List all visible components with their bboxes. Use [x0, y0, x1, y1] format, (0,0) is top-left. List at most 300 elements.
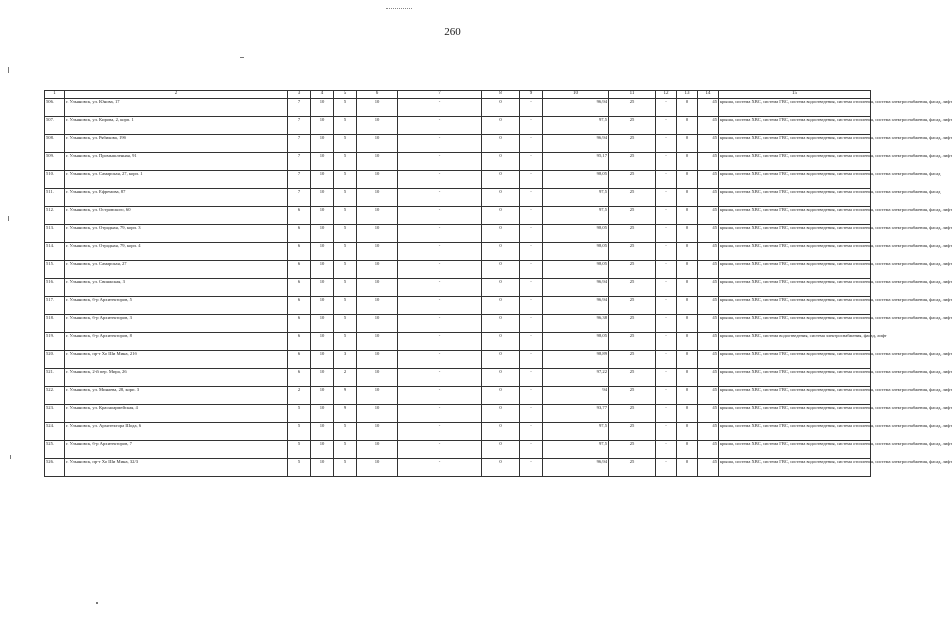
table-cell-col-13: 0: [677, 99, 698, 117]
table-cell-col-14: 45: [698, 459, 719, 477]
table-cell-col-12: -: [656, 153, 677, 171]
table-cell-col-6: 10: [357, 405, 398, 423]
table-row: [45, 225, 871, 243]
table-cell-col-11: 25: [609, 387, 656, 405]
table-cell-col-15: крыша, система ХВС, система водоотведения, система электроснабжения, фасад, лифт: [719, 333, 871, 351]
table-cell-col-14: 45: [698, 117, 719, 135]
table-cell-col-9: -: [520, 225, 543, 243]
table-cell-col-7: -: [398, 279, 482, 297]
table-cell-col-8: 0: [482, 243, 520, 261]
table-cell-col-11: 25: [609, 333, 656, 351]
table-cell-col-2: г. Ульяновск, ул. Отрадная, 79, корп. 3: [65, 225, 288, 243]
table-cell-col-14: 45: [698, 315, 719, 333]
table-cell-col-8: 0: [482, 315, 520, 333]
table-cell-col-1: 525.: [45, 441, 65, 459]
table-cell-col-8: 0: [482, 171, 520, 189]
table-cell-col-2: г. Ульяновск, ул. Отрадная, 79, корп. 4: [65, 243, 288, 261]
table-cell-col-6: 10: [357, 117, 398, 135]
table-cell-col-7: -: [398, 153, 482, 171]
table-cell-col-8: 0: [482, 153, 520, 171]
table-cell-col-4: 10: [311, 387, 334, 405]
table-cell-col-2: г. Ульяновск, б-р Архитекторов, 3: [65, 315, 288, 333]
scan-mark: [96, 602, 98, 604]
table-cell-col-14: 45: [698, 423, 719, 441]
table-cell-col-1: 526.: [45, 459, 65, 477]
table-cell-col-3: 6: [288, 261, 311, 279]
table-cell-col-3: 6: [288, 351, 311, 369]
table-cell-col-2: г. Ульяновск, ул. Самарская, 27, корп. 1: [65, 171, 288, 189]
table-cell-col-5: 5: [334, 99, 357, 117]
table-cell-col-3: 6: [288, 315, 311, 333]
table-cell-col-13: 0: [677, 135, 698, 153]
table-cell-col-4: 10: [311, 315, 334, 333]
table-cell-col-6: 10: [357, 243, 398, 261]
table-row: [45, 243, 871, 261]
table-cell-col-12: -: [656, 117, 677, 135]
table-cell-col-7: -: [398, 333, 482, 351]
table-cell-col-5: 5: [334, 189, 357, 207]
column-number-row: [45, 91, 871, 99]
table-cell-col-6: 10: [357, 153, 398, 171]
table-row: [45, 261, 871, 279]
table-cell-col-6: 10: [357, 135, 398, 153]
table-cell-col-10: 97,5: [543, 207, 609, 225]
table-cell-col-10: 97,5: [543, 117, 609, 135]
table-cell-col-10: 97,5: [543, 189, 609, 207]
table-cell-col-5: 9: [334, 387, 357, 405]
table-cell-col-13: 0: [677, 405, 698, 423]
table-cell-col-9: -: [520, 441, 543, 459]
table-cell-col-12: -: [656, 405, 677, 423]
table-cell-col-7: -: [398, 207, 482, 225]
table-cell-col-14: 45: [698, 369, 719, 387]
table-cell-col-13: 0: [677, 243, 698, 261]
table-cell-col-2: г. Ульяновск, ул. Ефремова, 87: [65, 189, 288, 207]
table-cell-col-4: 10: [311, 261, 334, 279]
table-cell-col-7: -: [398, 225, 482, 243]
table-cell-col-12: -: [656, 189, 677, 207]
table-cell-col-9: -: [520, 189, 543, 207]
column-header-3: 3: [288, 91, 311, 99]
table-cell-col-9: -: [520, 261, 543, 279]
table-row: [45, 279, 871, 297]
table-cell-col-8: 0: [482, 279, 520, 297]
scan-mark: [10, 455, 11, 459]
column-header-2: 2: [65, 91, 288, 99]
table-cell-col-11: 25: [609, 153, 656, 171]
table-cell-col-8: 0: [482, 441, 520, 459]
table-cell-col-7: -: [398, 99, 482, 117]
table-cell-col-7: -: [398, 369, 482, 387]
column-header-9: 9: [520, 91, 543, 99]
table-cell-col-13: 0: [677, 225, 698, 243]
table-cell-col-15: крыша, система ХВС, система ГВС, система водоотведения, система отопления, система электроснабжения, фасад, лифт: [719, 405, 871, 423]
table-cell-col-9: -: [520, 207, 543, 225]
table-row: [45, 297, 871, 315]
table-cell-col-2: г. Ульяновск, б-р Архитекторов, 8: [65, 333, 288, 351]
table-cell-col-6: 10: [357, 459, 398, 477]
table-cell-col-4: 10: [311, 279, 334, 297]
table-cell-col-8: 0: [482, 459, 520, 477]
table-cell-col-9: -: [520, 297, 543, 315]
table-cell-col-4: 10: [311, 153, 334, 171]
table-cell-col-12: -: [656, 225, 677, 243]
table-cell-col-5: 5: [334, 279, 357, 297]
table-cell-col-15: крыша, система ХВС, система ГВС, система водоотведения, система отопления, система электроснабжения, фасад, лифт: [719, 279, 871, 297]
table-cell-col-4: 10: [311, 207, 334, 225]
table-cell-col-8: 0: [482, 189, 520, 207]
table-cell-col-9: -: [520, 315, 543, 333]
table-cell-col-7: -: [398, 171, 482, 189]
table-cell-col-8: 0: [482, 99, 520, 117]
table-cell-col-14: 45: [698, 189, 719, 207]
table-cell-col-7: -: [398, 387, 482, 405]
page-number: 260: [444, 26, 461, 38]
table-cell-col-10: 93,77: [543, 405, 609, 423]
table-cell-col-12: -: [656, 369, 677, 387]
table-cell-col-2: г. Ульяновск, ул. Архитектора Шода, 6: [65, 423, 288, 441]
table-cell-col-13: 0: [677, 117, 698, 135]
table-cell-col-12: -: [656, 99, 677, 117]
table-cell-col-1: 524.: [45, 423, 65, 441]
table-cell-col-12: -: [656, 333, 677, 351]
table-cell-col-1: 506.: [45, 99, 65, 117]
table-cell-col-3: 6: [288, 297, 311, 315]
table-cell-col-2: г. Ульяновск, ул. Юнова, 17: [65, 99, 288, 117]
table-cell-col-11: 25: [609, 225, 656, 243]
table-cell-col-2: г. Ульяновск, 2-й пер. Мира, 26: [65, 369, 288, 387]
table-row: [45, 369, 871, 387]
table-cell-col-10: 96,94: [543, 279, 609, 297]
table-cell-col-9: -: [520, 243, 543, 261]
table-cell-col-4: 10: [311, 171, 334, 189]
table-cell-col-6: 10: [357, 297, 398, 315]
table-cell-col-9: -: [520, 405, 543, 423]
table-cell-col-5: 2: [334, 369, 357, 387]
table-cell-col-8: 0: [482, 387, 520, 405]
scan-mark: [8, 67, 9, 73]
table-row: [45, 189, 871, 207]
table-cell-col-3: 6: [288, 279, 311, 297]
table-cell-col-10: 97,5: [543, 423, 609, 441]
table-cell-col-9: -: [520, 279, 543, 297]
table-cell-col-7: -: [398, 441, 482, 459]
table-cell-col-13: 0: [677, 441, 698, 459]
table-cell-col-8: 0: [482, 261, 520, 279]
table-cell-col-12: -: [656, 207, 677, 225]
table-cell-col-9: -: [520, 459, 543, 477]
table-cell-col-3: 6: [288, 369, 311, 387]
table-cell-col-14: 45: [698, 243, 719, 261]
table-cell-col-4: 10: [311, 405, 334, 423]
table-cell-col-1: 518.: [45, 315, 65, 333]
table-cell-col-1: 517.: [45, 297, 65, 315]
table-cell-col-10: 97,5: [543, 441, 609, 459]
table-cell-col-11: 25: [609, 459, 656, 477]
table-cell-col-12: -: [656, 297, 677, 315]
table-cell-col-3: 7: [288, 189, 311, 207]
table-cell-col-2: г. Ульяновск, ул. Красноармейская, 4: [65, 405, 288, 423]
table-cell-col-9: -: [520, 423, 543, 441]
table-cell-col-4: 10: [311, 135, 334, 153]
table-cell-col-13: 0: [677, 333, 698, 351]
table-cell-col-11: 25: [609, 99, 656, 117]
table-cell-col-6: 10: [357, 441, 398, 459]
table-cell-col-7: -: [398, 297, 482, 315]
table-cell-col-8: 0: [482, 369, 520, 387]
table-cell-col-14: 45: [698, 135, 719, 153]
top-dotted-rule: [386, 8, 412, 9]
table-cell-col-10: 98,05: [543, 261, 609, 279]
table-cell-col-4: 10: [311, 441, 334, 459]
table-row: [45, 423, 871, 441]
table-cell-col-15: крыша, система ХВС, система ГВС, система водоотведения, система отопления, система электроснабжения, фасад, лифт: [719, 369, 871, 387]
table-cell-col-5: 5: [334, 315, 357, 333]
table-cell-col-10: 96,94: [543, 99, 609, 117]
table-cell-col-15: крыша, система ХВС, система ГВС, система водоотведения, система отопления, система электроснабжения, фасад, лифт: [719, 99, 871, 117]
table-cell-col-3: 7: [288, 153, 311, 171]
table-cell-col-12: -: [656, 261, 677, 279]
table-row: [45, 387, 871, 405]
table-row: [45, 135, 871, 153]
table-cell-col-15: крыша, система ХВС, система ГВС, система водоотведения, система отопления, система электроснабжения, фасад, лифт: [719, 351, 871, 369]
table-cell-col-13: 0: [677, 369, 698, 387]
table-cell-col-10: 98,05: [543, 243, 609, 261]
table-cell-col-13: 0: [677, 315, 698, 333]
table-cell-col-4: 10: [311, 99, 334, 117]
table-cell-col-9: -: [520, 171, 543, 189]
table-cell-col-6: 10: [357, 423, 398, 441]
table-cell-col-15: крыша, система ХВС, система ГВС, система водоотведения, система отопления, система электроснабжения, фасад, лифт: [719, 387, 871, 405]
table-cell-col-8: 0: [482, 135, 520, 153]
table-cell-col-14: 45: [698, 351, 719, 369]
column-header-6: 6: [357, 91, 398, 99]
table-row: [45, 441, 871, 459]
table-cell-col-5: 5: [334, 153, 357, 171]
column-header-1: 1: [45, 91, 65, 99]
table-cell-col-15: крыша, система ХВС, система ГВС, система водоотведения, система отопления, система электроснабжения, фасад, лифт: [719, 207, 871, 225]
table-cell-col-1: 512.: [45, 207, 65, 225]
table-cell-col-3: 7: [288, 117, 311, 135]
table-cell-col-5: 9: [334, 405, 357, 423]
table-cell-col-10: 96,94: [543, 459, 609, 477]
table-cell-col-12: -: [656, 279, 677, 297]
table-cell-col-11: 25: [609, 243, 656, 261]
table-cell-col-10: 94: [543, 387, 609, 405]
table-cell-col-6: 10: [357, 261, 398, 279]
table-cell-col-13: 0: [677, 351, 698, 369]
table-cell-col-11: 25: [609, 189, 656, 207]
table-cell-col-2: г. Ульяновск, ул. Островского, 60: [65, 207, 288, 225]
table-cell-col-12: -: [656, 423, 677, 441]
scan-mark: [240, 57, 244, 58]
table-cell-col-4: 10: [311, 117, 334, 135]
table-cell-col-2: г. Ульяновск, пр-т Хо Ши Мина, 32/3: [65, 459, 288, 477]
table-cell-col-10: 98,05: [543, 333, 609, 351]
table-cell-col-1: 521.: [45, 369, 65, 387]
table-cell-col-3: 6: [288, 225, 311, 243]
table-cell-col-10: 96,38: [543, 315, 609, 333]
table-cell-col-9: -: [520, 135, 543, 153]
table-cell-col-10: 96,94: [543, 135, 609, 153]
table-cell-col-6: 10: [357, 207, 398, 225]
table-cell-col-10: 98,05: [543, 171, 609, 189]
table-cell-col-11: 25: [609, 279, 656, 297]
table-cell-col-15: крыша, система ХВС, система ГВС, система водоотведения, система отопления, система электроснабжения, фасад, лифт: [719, 423, 871, 441]
table-cell-col-12: -: [656, 171, 677, 189]
table-cell-col-5: 5: [334, 171, 357, 189]
table-cell-col-2: г. Ульяновск, ул. Минаева, 28, корп. 3: [65, 387, 288, 405]
table-cell-col-8: 0: [482, 333, 520, 351]
table-cell-col-10: 98,89: [543, 351, 609, 369]
table-cell-col-8: 0: [482, 207, 520, 225]
table-cell-col-6: 10: [357, 387, 398, 405]
table-cell-col-6: 10: [357, 171, 398, 189]
table-cell-col-1: 507.: [45, 117, 65, 135]
table-cell-col-4: 10: [311, 243, 334, 261]
table-cell-col-11: 25: [609, 351, 656, 369]
column-header-13: 13: [677, 91, 698, 99]
table-cell-col-15: крыша, система ХВС, система ГВС, система водоотведения, система отопления, система электроснабжения, фасад, лифт: [719, 441, 871, 459]
column-header-12: 12: [656, 91, 677, 99]
table-cell-col-15: крыша, система ХВС, система ГВС, система водоотведения, система отопления, система электроснабжения, фасад, лифт: [719, 297, 871, 315]
table-row: [45, 405, 871, 423]
table-cell-col-14: 45: [698, 441, 719, 459]
table-cell-col-2: г. Ульяновск, б-р Архитекторов, 5: [65, 297, 288, 315]
table-cell-col-7: -: [398, 459, 482, 477]
table-cell-col-1: 515.: [45, 261, 65, 279]
table-cell-col-2: г. Ульяновск, ул. Самарская, 27: [65, 261, 288, 279]
scan-mark: [8, 216, 9, 221]
table-cell-col-11: 25: [609, 441, 656, 459]
table-cell-col-9: -: [520, 117, 543, 135]
table-cell-col-13: 0: [677, 153, 698, 171]
table-cell-col-12: -: [656, 387, 677, 405]
table-cell-col-7: -: [398, 135, 482, 153]
table-cell-col-11: 25: [609, 315, 656, 333]
table-cell-col-15: крыша, система ХВС, система ГВС, система водоотведения, система отопления, система электроснабжения, фасад, лифт: [719, 261, 871, 279]
table-cell-col-5: 5: [334, 117, 357, 135]
table-cell-col-15: крыша, система ХВС, система ГВС, система водоотведения, система отопления, система электроснабжения, фасад, лифт: [719, 459, 871, 477]
table-cell-col-8: 0: [482, 405, 520, 423]
table-cell-col-13: 0: [677, 297, 698, 315]
table-cell-col-1: 508.: [45, 135, 65, 153]
table-cell-col-7: -: [398, 351, 482, 369]
table-cell-col-14: 45: [698, 387, 719, 405]
table-cell-col-6: 10: [357, 189, 398, 207]
table-cell-col-11: 25: [609, 135, 656, 153]
table-cell-col-6: 10: [357, 333, 398, 351]
table-cell-col-13: 0: [677, 423, 698, 441]
table-cell-col-9: -: [520, 333, 543, 351]
table-cell-col-14: 45: [698, 279, 719, 297]
table-cell-col-12: -: [656, 135, 677, 153]
table-cell-col-9: -: [520, 99, 543, 117]
table-cell-col-7: -: [398, 315, 482, 333]
table-cell-col-7: -: [398, 405, 482, 423]
table-cell-col-6: 10: [357, 99, 398, 117]
table-cell-col-15: крыша, система ХВС, система ГВС, система водоотведения, система отопления, система электроснабжения, фасад: [719, 171, 871, 189]
table-cell-col-10: 95,17: [543, 153, 609, 171]
table-cell-col-10: 97,22: [543, 369, 609, 387]
table-cell-col-1: 513.: [45, 225, 65, 243]
table-cell-col-2: г. Ульяновск, пр-т Хо Ши Мина, 21б: [65, 351, 288, 369]
table-cell-col-4: 10: [311, 297, 334, 315]
table-cell-col-5: 5: [334, 423, 357, 441]
table-row: [45, 171, 871, 189]
table-cell-col-3: 5: [288, 405, 311, 423]
table-body: [45, 99, 952, 477]
table-cell-col-14: 45: [698, 153, 719, 171]
table-cell-col-3: 6: [288, 333, 311, 351]
table-cell-col-5: 5: [334, 441, 357, 459]
column-header-7: 7: [398, 91, 482, 99]
table-cell-col-15: крыша, система ХВС, система ГВС, система водоотведения, система отопления, система электроснабжения, фасад, лифт: [719, 135, 871, 153]
table-cell-col-12: -: [656, 315, 677, 333]
column-header-4: 4: [311, 91, 334, 99]
table-cell-col-14: 45: [698, 405, 719, 423]
registry-table: [44, 90, 952, 477]
table-cell-col-8: 0: [482, 117, 520, 135]
table-cell-col-5: 5: [334, 333, 357, 351]
table-cell-col-13: 0: [677, 459, 698, 477]
table-row: [45, 207, 871, 225]
table-cell-col-9: -: [520, 387, 543, 405]
column-header-11: 11: [609, 91, 656, 99]
table-cell-col-11: 25: [609, 207, 656, 225]
table-cell-col-2: г. Ульяновск, б-р Архитекторов, 7: [65, 441, 288, 459]
table-cell-col-7: -: [398, 243, 482, 261]
table-row: [45, 333, 871, 351]
column-header-8: 8: [482, 91, 520, 99]
table-cell-col-15: крыша, система ХВС, система ГВС, система водоотведения, система отопления, система электроснабжения, фасад, лифт: [719, 117, 871, 135]
table-cell-col-10: 96,94: [543, 297, 609, 315]
table-cell-col-15: крыша, система ХВС, система ГВС, система водоотведения, система отопления, система электроснабжения, фасад: [719, 189, 871, 207]
table-cell-col-7: -: [398, 189, 482, 207]
table-cell-col-15: крыша, система ХВС, система ГВС, система водоотведения, система отопления, система электроснабжения, фасад, лифт: [719, 153, 871, 171]
table-cell-col-4: 10: [311, 333, 334, 351]
table-cell-col-3: 5: [288, 423, 311, 441]
table-row: [45, 315, 871, 333]
column-header-14: 14: [698, 91, 719, 99]
table-cell-col-13: 0: [677, 261, 698, 279]
table-cell-col-4: 10: [311, 189, 334, 207]
table-cell-col-2: г. Ульяновск, ул. Промышленная, 91: [65, 153, 288, 171]
table-cell-col-6: 10: [357, 369, 398, 387]
table-cell-col-8: 0: [482, 297, 520, 315]
table-cell-col-11: 25: [609, 369, 656, 387]
table-cell-col-11: 25: [609, 261, 656, 279]
table-cell-col-9: -: [520, 369, 543, 387]
table-cell-col-15: крыша, система ХВС, система ГВС, система водоотведения, система отопления, система электроснабжения, фасад, лифт: [719, 225, 871, 243]
table-cell-col-14: 45: [698, 261, 719, 279]
table-cell-col-8: 0: [482, 225, 520, 243]
column-header-10: 10: [543, 91, 609, 99]
table-cell-col-7: -: [398, 261, 482, 279]
table-cell-col-11: 25: [609, 405, 656, 423]
table-cell-col-5: 3: [334, 351, 357, 369]
table-cell-col-4: 10: [311, 423, 334, 441]
table-cell-col-13: 0: [677, 387, 698, 405]
table-cell-col-1: 520.: [45, 351, 65, 369]
table-cell-col-5: 5: [334, 135, 357, 153]
table-cell-col-3: 5: [288, 441, 311, 459]
table-row: [45, 351, 871, 369]
table-cell-col-1: 510.: [45, 171, 65, 189]
table-cell-col-1: 522.: [45, 387, 65, 405]
table-cell-col-1: 516.: [45, 279, 65, 297]
table-row: [45, 153, 871, 171]
